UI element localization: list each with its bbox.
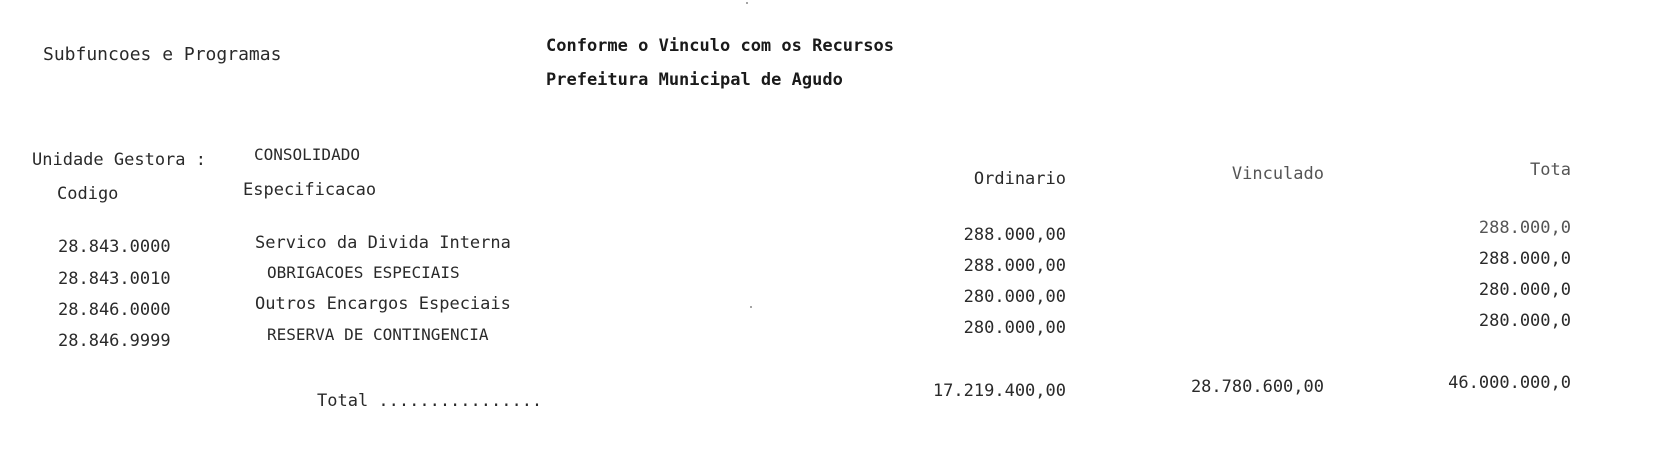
row-4-total: 280.000,0 bbox=[1478, 311, 1571, 331]
total-ordinario: 17.219.400,00 bbox=[932, 381, 1066, 401]
row-1-especificacao: Servico da Divida Interna bbox=[255, 233, 511, 253]
row-2-especificacao: OBRIGACOES ESPECIAIS bbox=[267, 263, 460, 282]
row-3-total: 280.000,0 bbox=[1478, 280, 1571, 300]
row-3-ordinario: 280.000,00 bbox=[963, 287, 1066, 307]
report-subtitle-prefeitura: Prefeitura Municipal de Agudo bbox=[546, 70, 843, 90]
row-4-ordinario: 280.000,00 bbox=[963, 318, 1066, 338]
column-header-codigo: Codigo bbox=[57, 184, 119, 204]
total-vinculado: 28.780.600,00 bbox=[1190, 377, 1324, 397]
row-4-especificacao: RESERVA DE CONTINGENCIA bbox=[267, 325, 489, 344]
report-subtitle-vinculo: Conforme o Vinculo com os Recursos bbox=[546, 36, 894, 56]
report-title: Subfuncoes e Programas bbox=[43, 44, 282, 65]
row-1-ordinario: 288.000,00 bbox=[963, 225, 1066, 245]
unidade-gestora-value: CONSOLIDADO bbox=[254, 145, 360, 164]
column-header-vinculado: Vinculado bbox=[1231, 164, 1324, 184]
column-header-especificacao: Especificacao bbox=[243, 180, 377, 200]
column-header-ordinario: Ordinario bbox=[973, 169, 1066, 189]
scan-speck bbox=[746, 2, 748, 4]
row-1-codigo: 28.843.0000 bbox=[58, 237, 171, 257]
row-1-total: 288.000,0 bbox=[1478, 218, 1571, 238]
row-4-codigo: 28.846.9999 bbox=[58, 331, 171, 351]
row-2-ordinario: 288.000,00 bbox=[963, 256, 1066, 276]
row-2-codigo: 28.843.0010 bbox=[58, 269, 171, 289]
scan-speck bbox=[750, 306, 752, 308]
row-3-codigo: 28.846.0000 bbox=[58, 300, 171, 320]
unidade-gestora-label: Unidade Gestora : bbox=[32, 150, 206, 170]
row-3-especificacao: Outros Encargos Especiais bbox=[255, 294, 511, 314]
total-total: 46.000.000,0 bbox=[1448, 373, 1571, 393]
total-label: Total ................ bbox=[317, 391, 543, 411]
row-2-total: 288.000,0 bbox=[1478, 249, 1571, 269]
column-header-total: Tota bbox=[1530, 160, 1571, 180]
